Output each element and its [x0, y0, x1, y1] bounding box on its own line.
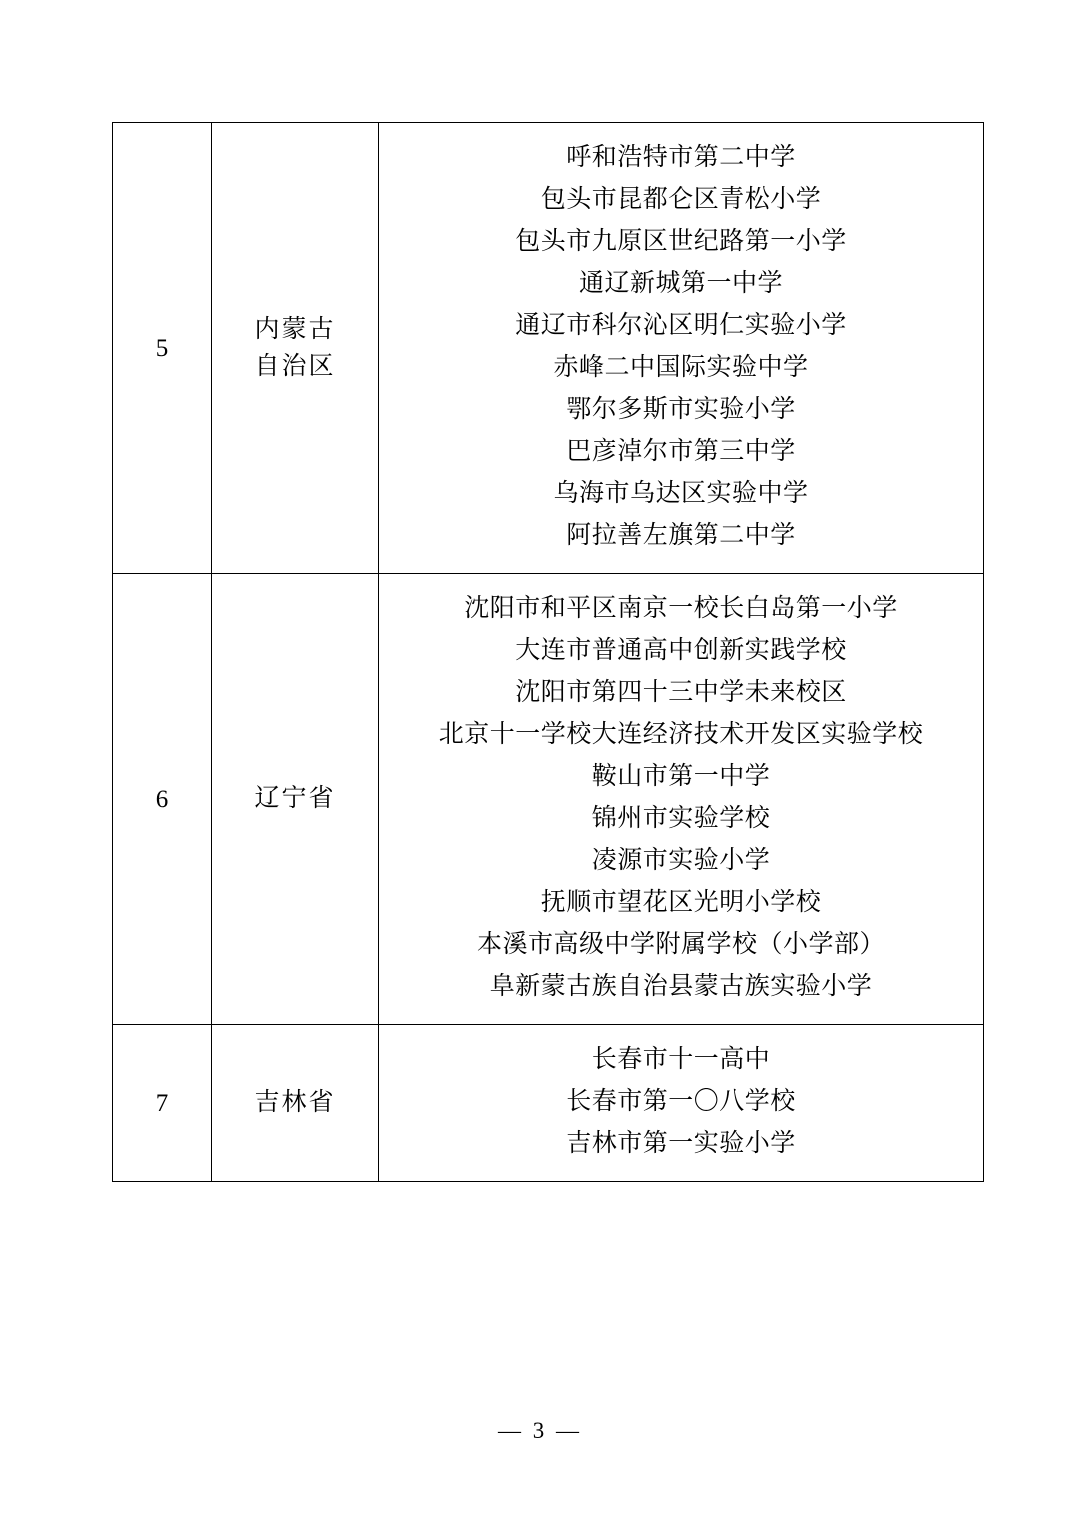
- row-region-cell: [212, 123, 379, 574]
- school-name: 本溪市高级中学附属学校（小学部）: [476, 931, 885, 958]
- row-index: 6: [155, 785, 169, 813]
- school-name: 鞍山市第一中学: [591, 763, 771, 790]
- table-row: [113, 1025, 984, 1182]
- table-body: [113, 123, 984, 1182]
- school-name: 阿拉善左旗第二中学: [566, 522, 796, 549]
- region-label-line: 内蒙古: [254, 315, 336, 343]
- row-index-cell: [113, 574, 212, 1025]
- page-number: — 3 —: [498, 1418, 582, 1443]
- school-name: 鄂尔多斯市实验小学: [566, 396, 796, 423]
- region-label-line: 辽宁省: [254, 785, 336, 813]
- school-name: 锦州市实验学校: [591, 805, 771, 832]
- row-index: 5: [155, 334, 169, 362]
- school-name: 沈阳市第四十三中学未来校区: [515, 679, 847, 706]
- school-name: 北京十一学校大连经济技术开发区实验学校: [438, 721, 924, 748]
- row-index-cell: [113, 1025, 212, 1182]
- school-name: 阜新蒙古族自治县蒙古族实验小学: [489, 973, 873, 1000]
- school-list-table: [112, 122, 984, 1182]
- school-name: 包头市昆都仑区青松小学: [540, 186, 822, 213]
- row-schools-cell: [379, 123, 984, 574]
- school-name: 长春市十一高中: [591, 1046, 771, 1073]
- school-name: 吉林市第一实验小学: [566, 1130, 796, 1157]
- region-label-line: 吉林省: [254, 1089, 336, 1117]
- school-name: 通辽新城第一中学: [578, 270, 783, 297]
- row-region-cell: [212, 1025, 379, 1182]
- school-name: 乌海市乌达区实验中学: [553, 480, 809, 507]
- row-schools-cell: [379, 1025, 984, 1182]
- school-name: 巴彦淖尔市第三中学: [566, 438, 796, 465]
- school-name: 凌源市实验小学: [591, 847, 771, 874]
- school-name: 通辽市科尔沁区明仁实验小学: [515, 312, 847, 339]
- school-name: 长春市第一〇八学校: [566, 1088, 796, 1115]
- row-index-cell: [113, 123, 212, 574]
- school-name: 呼和浩特市第二中学: [566, 144, 796, 171]
- school-name: 赤峰二中国际实验中学: [553, 354, 809, 381]
- region-label-line: 自治区: [254, 353, 336, 380]
- school-name: 抚顺市望花区光明小学校: [540, 889, 822, 916]
- school-name: 沈阳市和平区南京一校长白岛第一小学: [464, 595, 898, 622]
- table-row: [113, 574, 984, 1025]
- school-name: 大连市普通高中创新实践学校: [515, 637, 847, 664]
- school-name: 包头市九原区世纪路第一小学: [515, 228, 847, 255]
- table-row: [113, 123, 984, 574]
- row-region-cell: [212, 574, 379, 1025]
- row-schools-cell: [379, 574, 984, 1025]
- row-index: 7: [155, 1089, 169, 1117]
